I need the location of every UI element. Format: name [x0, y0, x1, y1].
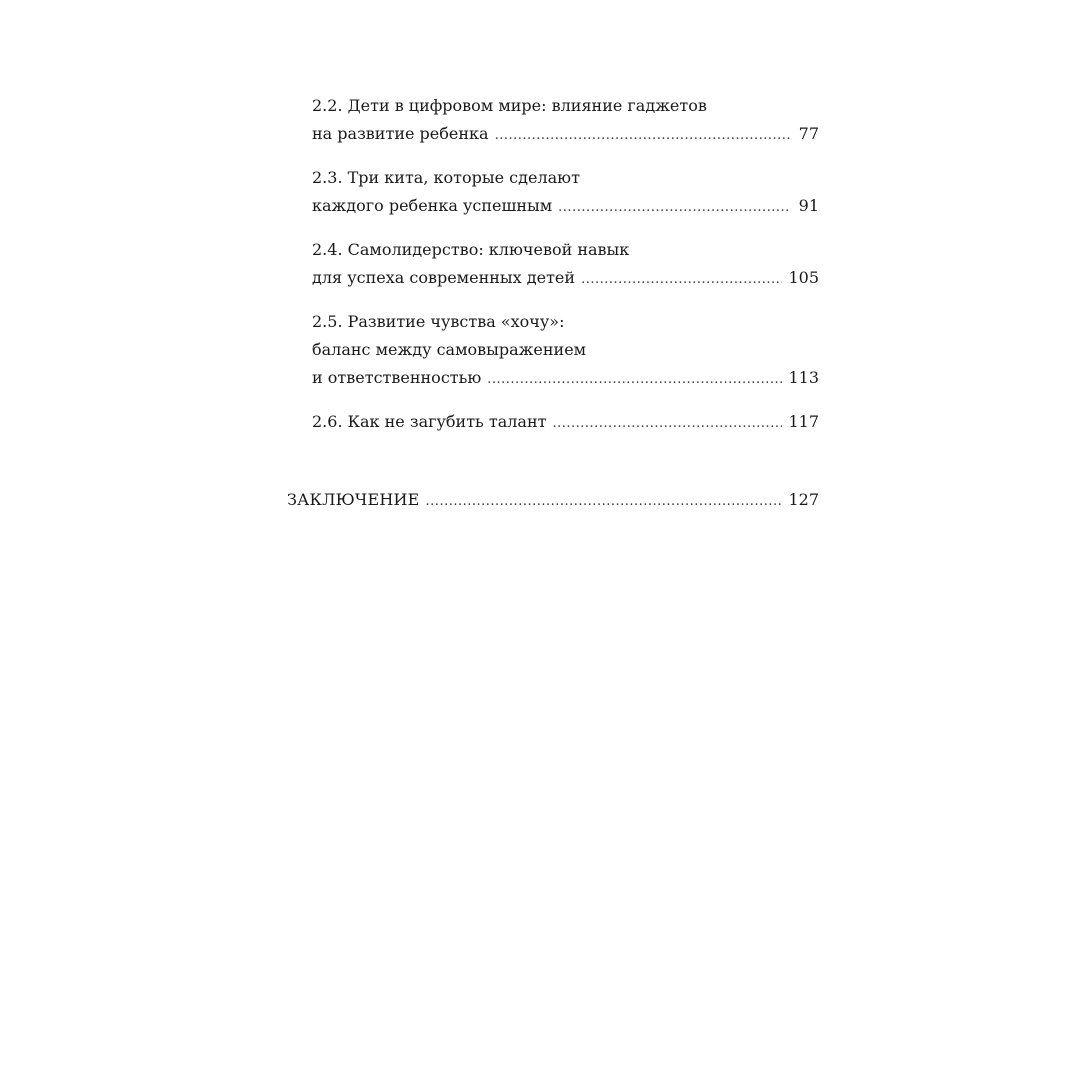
toc-entry-last-line	[312, 192, 819, 222]
toc-page-number: 127	[788, 490, 819, 509]
toc-entry-title-line: 2.4. Самолидерство: ключевой навык	[312, 240, 630, 259]
dot-leader	[558, 194, 791, 222]
toc-entry-last-line	[312, 408, 819, 438]
toc-entry-title-line: 2.3. Три кита, которые сделают	[312, 168, 580, 187]
toc-entry-2-6	[312, 408, 819, 438]
toc-entry-last-line	[312, 264, 819, 294]
toc-entry-last-line	[287, 486, 819, 516]
dot-leader	[487, 366, 782, 394]
toc-entry-title-line: 2.6. Как не загубить талант	[312, 412, 547, 431]
toc-entry-2-2	[312, 92, 819, 150]
toc-entry-last-line	[312, 364, 819, 394]
toc-entry-2-4	[312, 236, 819, 294]
toc-entry-last-line	[312, 120, 819, 150]
toc-page-number: 91	[798, 196, 819, 215]
toc-entry-2-3	[312, 164, 819, 222]
toc-page-number: 105	[788, 268, 819, 287]
toc-entry-title-line: для успеха современных детей	[312, 268, 576, 287]
dot-leader	[552, 410, 782, 438]
toc-entry-title-line: каждого ребенка успешным	[312, 196, 553, 215]
dot-leader	[426, 488, 783, 516]
toc-page-number: 117	[788, 412, 819, 431]
toc-page-number: 113	[788, 368, 819, 387]
toc-entry-conclusion	[287, 486, 819, 516]
toc-entry-title-line: 2.2. Дети в цифровом мире: влияние гаджетов	[312, 96, 707, 115]
dot-leader	[581, 266, 782, 294]
conclusion-title: ЗАКЛЮЧЕНИЕ	[287, 490, 420, 509]
toc-entry-title-line: 2.5. Развитие чувства «хочу»:	[312, 312, 565, 331]
toc-entry-2-5	[312, 308, 819, 394]
toc-entry-title-line: на развитие ребенка	[312, 124, 489, 143]
dot-leader	[495, 122, 791, 150]
toc-entry-title-line: баланс между самовыражением	[312, 340, 587, 359]
toc-entry-title-line: и ответственностью	[312, 368, 482, 387]
table-of-contents	[312, 92, 819, 452]
toc-page-number: 77	[798, 124, 819, 143]
